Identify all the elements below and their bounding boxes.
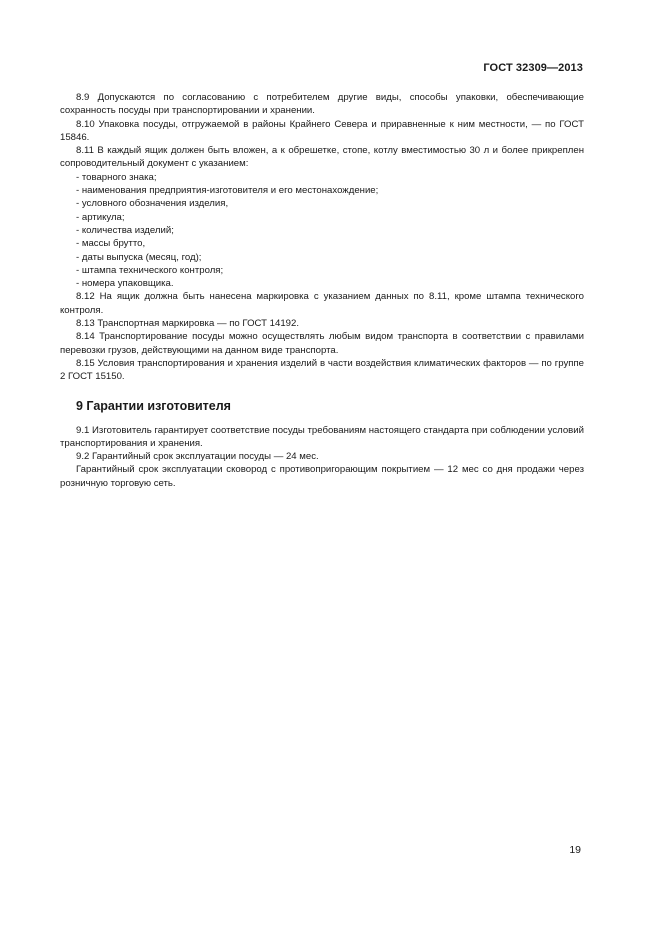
paragraph-8-11: 8.11 В каждый ящик должен быть вложен, а к обрешетке, стопе, котлу вместимостью 30 л и более прикреплен сопроводительный документ с указанием: <box>60 145 584 170</box>
paragraph-8-14: 8.14 Транспортирование посуды можно осуществлять любым видом транспорта в соответствии с правилами перевозки грузов, действующими на данном виде транспорта. <box>60 331 584 356</box>
document-body <box>60 91 584 490</box>
paragraph-8-13: 8.13 Транспортная маркировка — по ГОСТ 14192. <box>76 318 300 330</box>
paragraph-8-15: 8.15 Условия транспортирования и хранения изделий в части воздействия климатических факторов — по группе 2 ГОСТ 15150. <box>60 357 584 383</box>
paragraph-9-2-cont: Гарантийный срок эксплуатации сковород с противопригорающим покрытием — 12 мес со дня продажи через розничную торговую сеть. <box>60 464 584 489</box>
list-item: - количества изделий; <box>76 224 174 236</box>
paragraph-8-10: 8.10 Упаковка посуды, отгружаемой в районы Крайнего Севера и приравненные к ним местности, — по ГОСТ 15846. <box>60 118 584 143</box>
paragraph-9-1: 9.1 Изготовитель гарантирует соответствие посуды требованиям настоящего стандарта при соблюдении условий транспортирования и хранения. <box>60 424 584 449</box>
document-code-header: ГОСТ 32309—2013 <box>483 62 583 74</box>
paragraph-8-12: 8.12 На ящик должна быть нанесена маркировка с указанием данных по 8.11, кроме штампа технического контроля. <box>60 291 584 316</box>
list-item: - артикула; <box>76 211 125 223</box>
accompanying-document-list <box>60 171 584 291</box>
list-item: - даты выпуска (месяц, год); <box>76 251 202 263</box>
page-number: 19 <box>569 844 581 856</box>
list-item: - штампа технического контроля; <box>76 264 224 276</box>
paragraph-8-9: 8.9 Допускаются по согласованию с потребителем другие виды, способы упаковки, обеспечивающие сохранность посуды при транспортировании и хранении. <box>60 92 584 117</box>
section-9-title: 9 Гарантии изготовителя <box>76 398 231 413</box>
list-item: - товарного знака; <box>76 171 157 183</box>
list-item: - номера упаковщика. <box>76 278 174 290</box>
list-item: - условного обозначения изделия, <box>76 198 229 210</box>
paragraph-9-2: 9.2 Гарантийный срок эксплуатации посуды — 24 мес. <box>76 451 319 463</box>
list-item: - наименования предприятия-изготовителя и его местонахождение; <box>76 185 379 197</box>
list-item: - массы брутто, <box>76 238 146 250</box>
